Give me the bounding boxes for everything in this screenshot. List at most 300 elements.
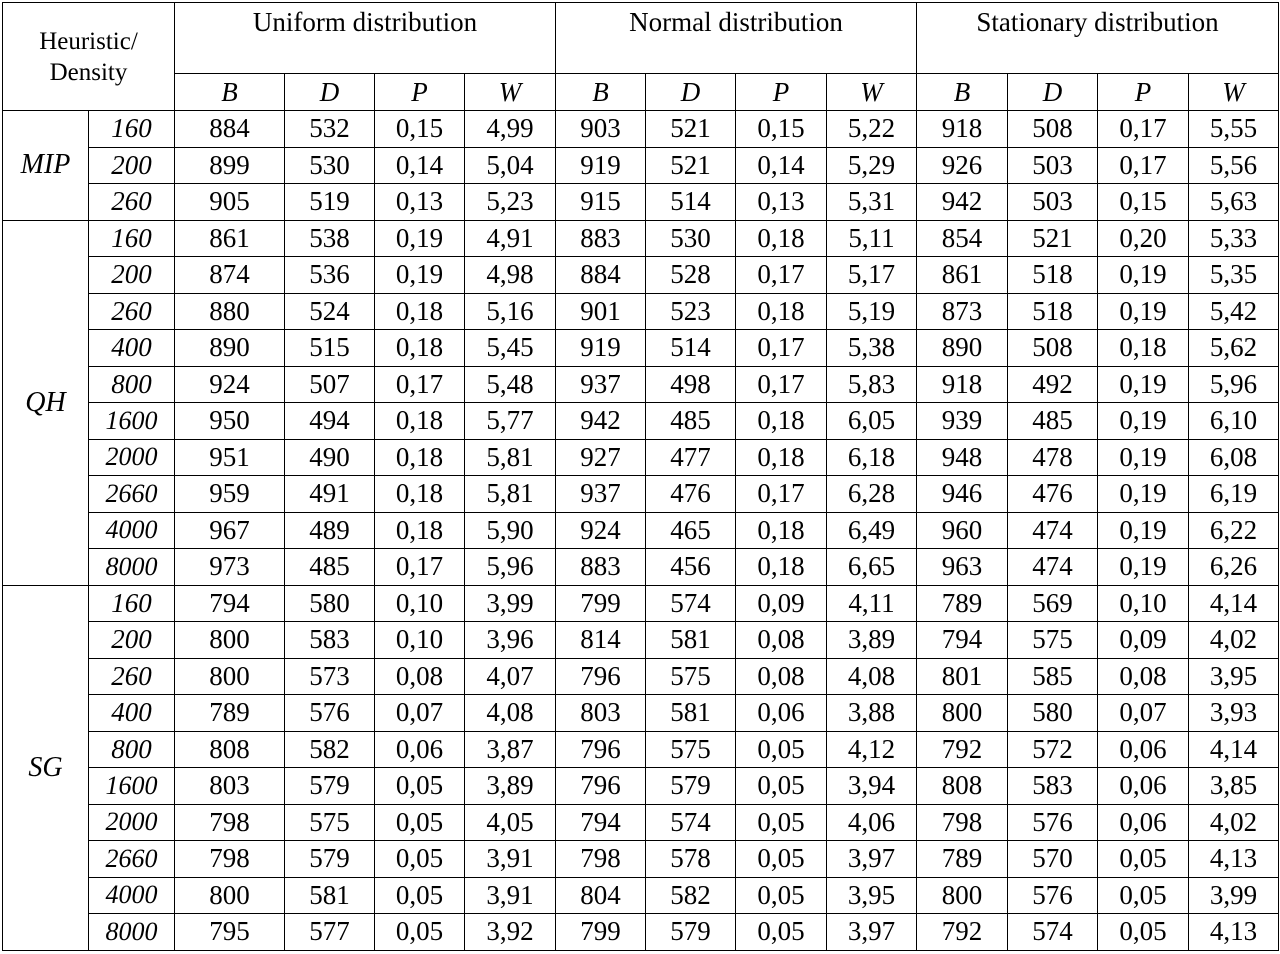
- table-row: [3, 804, 1279, 841]
- column-header-b: B: [917, 74, 1008, 111]
- value-cell: 0,06: [1098, 768, 1189, 805]
- density-label: 400: [89, 330, 175, 367]
- value-cell: 884: [175, 111, 285, 148]
- value-cell: 0,17: [375, 366, 465, 403]
- value-cell: 0,19: [375, 220, 465, 257]
- value-cell: 576: [1008, 877, 1098, 914]
- value-cell: 576: [1008, 804, 1098, 841]
- column-header-p: P: [1098, 74, 1189, 111]
- value-cell: 521: [646, 147, 736, 184]
- value-cell: 796: [556, 731, 646, 768]
- value-cell: 951: [175, 439, 285, 476]
- value-cell: 919: [556, 147, 646, 184]
- value-cell: 803: [175, 768, 285, 805]
- value-cell: 5,96: [465, 549, 556, 586]
- value-cell: 524: [285, 293, 375, 330]
- table-row: [3, 768, 1279, 805]
- table-row: [3, 731, 1279, 768]
- table-row: [3, 512, 1279, 549]
- table-row: [3, 111, 1279, 148]
- value-cell: 474: [1008, 512, 1098, 549]
- value-cell: 485: [646, 403, 736, 440]
- value-cell: 514: [646, 330, 736, 367]
- value-cell: 6,26: [1189, 549, 1279, 586]
- value-cell: 0,18: [736, 512, 827, 549]
- value-cell: 794: [175, 585, 285, 622]
- value-cell: 915: [556, 184, 646, 221]
- density-label: 2660: [89, 841, 175, 878]
- value-cell: 792: [917, 731, 1008, 768]
- value-cell: 918: [917, 111, 1008, 148]
- value-cell: 905: [175, 184, 285, 221]
- value-cell: 478: [1008, 439, 1098, 476]
- value-cell: 491: [285, 476, 375, 513]
- value-cell: 5,04: [465, 147, 556, 184]
- value-cell: 0,18: [736, 220, 827, 257]
- value-cell: 924: [556, 512, 646, 549]
- value-cell: 580: [1008, 695, 1098, 732]
- value-cell: 0,09: [736, 585, 827, 622]
- value-cell: 5,96: [1189, 366, 1279, 403]
- value-cell: 3,99: [1189, 877, 1279, 914]
- value-cell: 3,87: [465, 731, 556, 768]
- density-label: 4000: [89, 877, 175, 914]
- value-cell: 465: [646, 512, 736, 549]
- value-cell: 3,91: [465, 877, 556, 914]
- value-cell: 4,98: [465, 257, 556, 294]
- value-cell: 0,17: [736, 330, 827, 367]
- value-cell: 937: [556, 366, 646, 403]
- value-cell: 582: [646, 877, 736, 914]
- value-cell: 575: [1008, 622, 1098, 659]
- value-cell: 5,33: [1189, 220, 1279, 257]
- value-cell: 3,93: [1189, 695, 1279, 732]
- value-cell: 498: [646, 366, 736, 403]
- column-header-w: W: [1189, 74, 1279, 111]
- value-cell: 569: [1008, 585, 1098, 622]
- value-cell: 795: [175, 914, 285, 951]
- value-cell: 0,18: [375, 512, 465, 549]
- column-header-b: B: [175, 74, 285, 111]
- value-cell: 861: [917, 257, 1008, 294]
- density-label: 200: [89, 622, 175, 659]
- value-cell: 0,05: [1098, 841, 1189, 878]
- value-cell: 0,10: [1098, 585, 1189, 622]
- value-cell: 884: [556, 257, 646, 294]
- value-cell: 4,14: [1189, 585, 1279, 622]
- value-cell: 874: [175, 257, 285, 294]
- table-row: [3, 476, 1279, 513]
- value-cell: 967: [175, 512, 285, 549]
- corner-label: Heuristic/ Density: [3, 3, 175, 111]
- value-cell: 570: [1008, 841, 1098, 878]
- value-cell: 883: [556, 220, 646, 257]
- value-cell: 0,08: [736, 658, 827, 695]
- value-cell: 5,31: [827, 184, 917, 221]
- value-cell: 6,28: [827, 476, 917, 513]
- value-cell: 5,81: [465, 476, 556, 513]
- value-cell: 579: [646, 914, 736, 951]
- value-cell: 0,18: [736, 549, 827, 586]
- value-cell: 574: [646, 585, 736, 622]
- value-cell: 0,06: [1098, 731, 1189, 768]
- value-cell: 942: [917, 184, 1008, 221]
- density-label: 800: [89, 366, 175, 403]
- value-cell: 3,99: [465, 585, 556, 622]
- table-row: [3, 257, 1279, 294]
- value-cell: 0,05: [375, 841, 465, 878]
- table-row: [3, 622, 1279, 659]
- value-cell: 582: [285, 731, 375, 768]
- density-label: 2660: [89, 476, 175, 513]
- value-cell: 5,42: [1189, 293, 1279, 330]
- density-label: 400: [89, 695, 175, 732]
- value-cell: 518: [1008, 293, 1098, 330]
- value-cell: 530: [285, 147, 375, 184]
- value-cell: 515: [285, 330, 375, 367]
- value-cell: 456: [646, 549, 736, 586]
- value-cell: 800: [175, 877, 285, 914]
- value-cell: 899: [175, 147, 285, 184]
- value-cell: 581: [285, 877, 375, 914]
- value-cell: 519: [285, 184, 375, 221]
- value-cell: 0,18: [736, 293, 827, 330]
- value-cell: 5,22: [827, 111, 917, 148]
- value-cell: 5,55: [1189, 111, 1279, 148]
- value-cell: 0,05: [736, 768, 827, 805]
- value-cell: 942: [556, 403, 646, 440]
- value-cell: 5,48: [465, 366, 556, 403]
- value-cell: 814: [556, 622, 646, 659]
- value-cell: 0,20: [1098, 220, 1189, 257]
- header-row-columns: [3, 74, 1279, 111]
- value-cell: 959: [175, 476, 285, 513]
- value-cell: 3,89: [827, 622, 917, 659]
- value-cell: 890: [175, 330, 285, 367]
- value-cell: 5,35: [1189, 257, 1279, 294]
- value-cell: 4,91: [465, 220, 556, 257]
- value-cell: 579: [646, 768, 736, 805]
- value-cell: 799: [556, 585, 646, 622]
- density-label: 160: [89, 111, 175, 148]
- value-cell: 0,05: [375, 804, 465, 841]
- value-cell: 798: [556, 841, 646, 878]
- value-cell: 528: [646, 257, 736, 294]
- value-cell: 890: [917, 330, 1008, 367]
- value-cell: 3,95: [1189, 658, 1279, 695]
- table-row: [3, 658, 1279, 695]
- value-cell: 960: [917, 512, 1008, 549]
- density-label: 1600: [89, 768, 175, 805]
- column-header-d: D: [285, 74, 375, 111]
- value-cell: 926: [917, 147, 1008, 184]
- value-cell: 576: [285, 695, 375, 732]
- value-cell: 4,07: [465, 658, 556, 695]
- value-cell: 963: [917, 549, 1008, 586]
- value-cell: 490: [285, 439, 375, 476]
- value-cell: 578: [646, 841, 736, 878]
- density-label: 1600: [89, 403, 175, 440]
- value-cell: 901: [556, 293, 646, 330]
- value-cell: 6,08: [1189, 439, 1279, 476]
- value-cell: 523: [646, 293, 736, 330]
- table-row: [3, 841, 1279, 878]
- value-cell: 575: [646, 731, 736, 768]
- value-cell: 0,05: [736, 804, 827, 841]
- value-cell: 803: [556, 695, 646, 732]
- value-cell: 3,85: [1189, 768, 1279, 805]
- value-cell: 0,17: [736, 476, 827, 513]
- column-header-d: D: [646, 74, 736, 111]
- value-cell: 580: [285, 585, 375, 622]
- value-cell: 801: [917, 658, 1008, 695]
- value-cell: 0,17: [1098, 147, 1189, 184]
- value-cell: 0,14: [736, 147, 827, 184]
- value-cell: 4,13: [1189, 914, 1279, 951]
- value-cell: 0,10: [375, 585, 465, 622]
- value-cell: 4,99: [465, 111, 556, 148]
- value-cell: 583: [1008, 768, 1098, 805]
- value-cell: 3,96: [465, 622, 556, 659]
- value-cell: 5,23: [465, 184, 556, 221]
- density-label: 160: [89, 220, 175, 257]
- value-cell: 0,06: [375, 731, 465, 768]
- value-cell: 574: [646, 804, 736, 841]
- value-cell: 5,62: [1189, 330, 1279, 367]
- value-cell: 789: [917, 585, 1008, 622]
- value-cell: 583: [285, 622, 375, 659]
- value-cell: 798: [175, 804, 285, 841]
- value-cell: 919: [556, 330, 646, 367]
- value-cell: 0,17: [1098, 111, 1189, 148]
- table-row: [3, 549, 1279, 586]
- value-cell: 0,07: [1098, 695, 1189, 732]
- column-header-d: D: [1008, 74, 1098, 111]
- value-cell: 796: [556, 658, 646, 695]
- value-cell: 4,11: [827, 585, 917, 622]
- value-cell: 0,06: [736, 695, 827, 732]
- value-cell: 800: [917, 877, 1008, 914]
- value-cell: 5,83: [827, 366, 917, 403]
- value-cell: 5,29: [827, 147, 917, 184]
- value-cell: 0,07: [375, 695, 465, 732]
- value-cell: 0,13: [736, 184, 827, 221]
- column-header-b: B: [556, 74, 646, 111]
- table-row: [3, 293, 1279, 330]
- value-cell: 4,08: [465, 695, 556, 732]
- value-cell: 861: [175, 220, 285, 257]
- value-cell: 0,19: [1098, 512, 1189, 549]
- group-header-normal: Normal distribution: [556, 3, 917, 74]
- heuristic-label: QH: [3, 220, 89, 585]
- value-cell: 574: [1008, 914, 1098, 951]
- value-cell: 3,94: [827, 768, 917, 805]
- value-cell: 0,18: [375, 403, 465, 440]
- value-cell: 3,97: [827, 841, 917, 878]
- value-cell: 0,08: [736, 622, 827, 659]
- value-cell: 927: [556, 439, 646, 476]
- value-cell: 485: [285, 549, 375, 586]
- value-cell: 536: [285, 257, 375, 294]
- value-cell: 5,11: [827, 220, 917, 257]
- value-cell: 3,91: [465, 841, 556, 878]
- value-cell: 0,05: [375, 768, 465, 805]
- header-row-groups: [3, 3, 1279, 74]
- value-cell: 0,08: [375, 658, 465, 695]
- value-cell: 4,13: [1189, 841, 1279, 878]
- value-cell: 939: [917, 403, 1008, 440]
- value-cell: 789: [175, 695, 285, 732]
- value-cell: 800: [175, 658, 285, 695]
- value-cell: 854: [917, 220, 1008, 257]
- value-cell: 538: [285, 220, 375, 257]
- density-label: 260: [89, 184, 175, 221]
- density-label: 260: [89, 293, 175, 330]
- density-label: 200: [89, 257, 175, 294]
- value-cell: 973: [175, 549, 285, 586]
- value-cell: 6,18: [827, 439, 917, 476]
- value-cell: 0,05: [736, 877, 827, 914]
- value-cell: 5,81: [465, 439, 556, 476]
- table-body: [3, 111, 1279, 951]
- value-cell: 573: [285, 658, 375, 695]
- value-cell: 0,05: [736, 914, 827, 951]
- value-cell: 6,22: [1189, 512, 1279, 549]
- value-cell: 6,05: [827, 403, 917, 440]
- value-cell: 3,88: [827, 695, 917, 732]
- value-cell: 792: [917, 914, 1008, 951]
- value-cell: 579: [285, 841, 375, 878]
- value-cell: 0,05: [736, 731, 827, 768]
- table-header: [3, 3, 1279, 111]
- value-cell: 476: [1008, 476, 1098, 513]
- value-cell: 5,90: [465, 512, 556, 549]
- value-cell: 800: [175, 622, 285, 659]
- column-header-p: P: [375, 74, 465, 111]
- value-cell: 0,18: [375, 293, 465, 330]
- value-cell: 508: [1008, 330, 1098, 367]
- value-cell: 873: [917, 293, 1008, 330]
- table-row: [3, 914, 1279, 951]
- value-cell: 924: [175, 366, 285, 403]
- value-cell: 489: [285, 512, 375, 549]
- column-header-p: P: [736, 74, 827, 111]
- group-header-uniform: Uniform distribution: [175, 3, 556, 74]
- value-cell: 0,19: [1098, 293, 1189, 330]
- value-cell: 0,17: [375, 549, 465, 586]
- value-cell: 575: [646, 658, 736, 695]
- group-header-stationary: Stationary distribution: [917, 3, 1279, 74]
- value-cell: 3,97: [827, 914, 917, 951]
- value-cell: 503: [1008, 184, 1098, 221]
- value-cell: 794: [556, 804, 646, 841]
- value-cell: 0,18: [736, 403, 827, 440]
- value-cell: 0,18: [375, 330, 465, 367]
- value-cell: 5,16: [465, 293, 556, 330]
- table-row: [3, 220, 1279, 257]
- value-cell: 799: [556, 914, 646, 951]
- value-cell: 937: [556, 476, 646, 513]
- density-label: 160: [89, 585, 175, 622]
- density-label: 8000: [89, 549, 175, 586]
- value-cell: 0,06: [1098, 804, 1189, 841]
- value-cell: 581: [646, 622, 736, 659]
- value-cell: 474: [1008, 549, 1098, 586]
- value-cell: 4,02: [1189, 622, 1279, 659]
- value-cell: 503: [1008, 147, 1098, 184]
- table-row: [3, 184, 1279, 221]
- value-cell: 585: [1008, 658, 1098, 695]
- value-cell: 3,89: [465, 768, 556, 805]
- value-cell: 0,08: [1098, 658, 1189, 695]
- value-cell: 883: [556, 549, 646, 586]
- value-cell: 0,15: [375, 111, 465, 148]
- value-cell: 796: [556, 768, 646, 805]
- column-header-w: W: [465, 74, 556, 111]
- value-cell: 0,05: [375, 914, 465, 951]
- value-cell: 950: [175, 403, 285, 440]
- value-cell: 514: [646, 184, 736, 221]
- density-label: 2000: [89, 439, 175, 476]
- value-cell: 798: [917, 804, 1008, 841]
- value-cell: 494: [285, 403, 375, 440]
- table-row: [3, 366, 1279, 403]
- column-header-w: W: [827, 74, 917, 111]
- value-cell: 492: [1008, 366, 1098, 403]
- value-cell: 0,05: [1098, 877, 1189, 914]
- value-cell: 0,19: [1098, 549, 1189, 586]
- value-cell: 4,08: [827, 658, 917, 695]
- density-label: 260: [89, 658, 175, 695]
- value-cell: 4,02: [1189, 804, 1279, 841]
- value-cell: 0,19: [1098, 366, 1189, 403]
- value-cell: 6,19: [1189, 476, 1279, 513]
- value-cell: 5,19: [827, 293, 917, 330]
- value-cell: 530: [646, 220, 736, 257]
- table-row: [3, 585, 1279, 622]
- value-cell: 0,18: [375, 439, 465, 476]
- value-cell: 581: [646, 695, 736, 732]
- value-cell: 0,15: [736, 111, 827, 148]
- value-cell: 521: [646, 111, 736, 148]
- value-cell: 508: [1008, 111, 1098, 148]
- value-cell: 808: [175, 731, 285, 768]
- value-cell: 804: [556, 877, 646, 914]
- value-cell: 0,19: [1098, 257, 1189, 294]
- value-cell: 4,14: [1189, 731, 1279, 768]
- value-cell: 0,17: [736, 366, 827, 403]
- value-cell: 4,06: [827, 804, 917, 841]
- value-cell: 800: [917, 695, 1008, 732]
- value-cell: 5,77: [465, 403, 556, 440]
- value-cell: 5,56: [1189, 147, 1279, 184]
- value-cell: 0,05: [1098, 914, 1189, 951]
- value-cell: 5,45: [465, 330, 556, 367]
- value-cell: 5,63: [1189, 184, 1279, 221]
- value-cell: 794: [917, 622, 1008, 659]
- value-cell: 946: [917, 476, 1008, 513]
- value-cell: 0,14: [375, 147, 465, 184]
- table-row: [3, 877, 1279, 914]
- value-cell: 579: [285, 768, 375, 805]
- value-cell: 575: [285, 804, 375, 841]
- value-cell: 0,19: [1098, 439, 1189, 476]
- value-cell: 521: [1008, 220, 1098, 257]
- table-row: [3, 439, 1279, 476]
- value-cell: 4,05: [465, 804, 556, 841]
- value-cell: 0,05: [736, 841, 827, 878]
- value-cell: 880: [175, 293, 285, 330]
